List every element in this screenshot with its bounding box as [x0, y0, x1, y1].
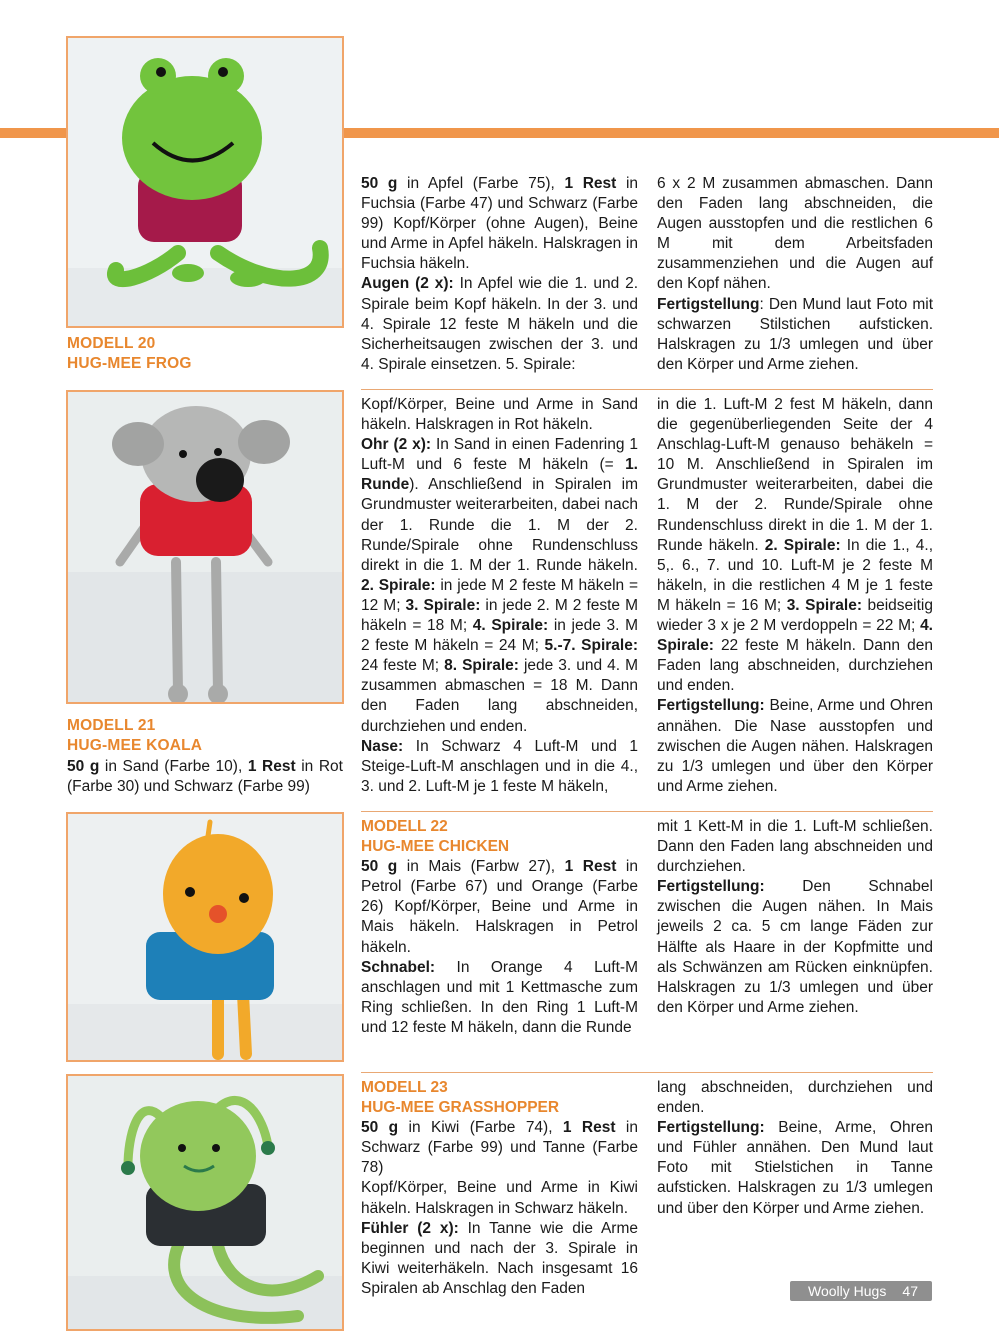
paragraph: 6 x 2 M zusammen abmaschen. Dann den Faden lang abschneiden, die Augen ausstopfen und die restlichen 6 M mit dem Arbeitsfaden zusammenziehen und die Augen auf den Kopf nähen.: [657, 175, 933, 293]
footer-title: Woolly Hugs: [808, 1283, 887, 1299]
page-footer: [790, 1281, 932, 1301]
model-22-number: MODELL 22: [361, 818, 448, 835]
paragraph: 50 g in Apfel (Farbe 75), 1 Rest in Fuchsia (Farbe 47) und Schwarz (Farbe 99) Kopf/Körper (ohne Augen), Beine und Arme in Apfel häkeln. Halskragen in Fuchsia häkeln.: [361, 175, 639, 273]
model-23-name: HUG-MEE GRASSHOPPER: [361, 1099, 560, 1117]
paragraph: Ohr (2 x): In Sand in einen Fadenring 1 Luft-M und 6 feste M häkeln (= 1. Runde). Anschließend in Spiralen im Grundmuster weiterarbeiten, dabei nach der 1. Runde die 1. M der 2. Runde/Spirale ohne Rundenschluss direkt in die 1. M der 1. Runde häkeln. 2. Spirale: in jede M 2 feste M häkeln = 12 M; 3. Spirale: in jede 2. M 2 feste M häkeln = 18 M; 4. Spirale: in jede 3. M 2 feste M häkeln = 24 M; 5.-7. Spirale: 24 feste M; 8. Spirale: jede 3. und 4. M zusammen abmaschen = 18 M. Dann den Faden lang abschneiden, durchziehen und enden.: [361, 436, 639, 735]
bold-run: 1. Runde: [361, 456, 638, 494]
model-21-col1: [361, 395, 638, 797]
bold-run: 3. Spirale:: [405, 596, 481, 614]
model-22-name: HUG-MEE CHICKEN: [361, 838, 510, 856]
model-20-col2: [657, 174, 933, 375]
bold-run: 5.-7. Spirale:: [544, 637, 638, 655]
chicken-photo: [66, 812, 344, 1062]
bold-run: Augen (2 x):: [361, 275, 454, 293]
bold-run: Fertigstellung:: [657, 1119, 765, 1137]
bold-run: 2. Spirale:: [361, 576, 436, 594]
paragraph: mit 1 Kett-M in die 1. Luft-M schließen. Dann den Faden lang abschneiden und durchziehen.: [657, 818, 933, 876]
bold-run: Fertigstellung:: [657, 878, 765, 896]
frog-photo: [66, 36, 344, 328]
bold-run: Fertigstellung: [657, 295, 760, 313]
koala-photo: [66, 390, 344, 704]
model-20-heading: [67, 334, 192, 374]
model-20-col1: [361, 174, 638, 375]
bold-run: Fühler (2 x):: [361, 1219, 459, 1237]
bold-run: 1 Rest: [564, 175, 617, 192]
paragraph: Schnabel: In Orange 4 Luft-M anschlagen und mit 1 Kettmasche zum Ring schließen. In den Ring 1 Luft-M und 12 feste M häkeln, dann die Runde: [361, 958, 638, 1036]
model-21-name: HUG-MEE KOALA: [67, 737, 203, 754]
paragraph: Fertigstellung: Beine, Arme, Ohren und Fühler annähen. Den Mund laut Foto mit Stielstichen in Tanne aufsticken. Halskragen zu 1/3 umlegen und über den Körper und Arme ziehen.: [657, 1119, 933, 1217]
bold-run: 4. Spirale:: [472, 617, 549, 635]
bold-run: 8. Spirale:: [444, 657, 519, 675]
model-21-col2: [657, 395, 933, 797]
bold-run: Nase:: [361, 737, 404, 755]
bold-run: 2. Spirale:: [764, 536, 841, 554]
model-22-col1: [361, 817, 638, 1038]
bold-run: 50 g: [361, 1119, 399, 1137]
bold-run: 50 g: [361, 175, 398, 192]
paragraph: Fertigstellung: Den Mund laut Foto mit schwarzen Stilstichen aufsticken. Halskragen zu 1/3 umlegen und über den Körper und Arme ziehen.: [657, 295, 933, 373]
paragraph: Nase: In Schwarz 4 Luft-M und 1 Steige-Luft-M anschlagen und in die 4., 3. und 2. Luft-M je 1 feste M häkeln,: [361, 737, 638, 795]
divider: [361, 811, 933, 812]
model-21-heading: [67, 716, 202, 756]
model-21-number: MODELL 21: [67, 717, 156, 734]
page-number: 47: [902, 1283, 918, 1299]
bold-run: Schnabel:: [361, 958, 436, 976]
model-21-intro: [67, 757, 343, 797]
divider: [361, 1072, 933, 1073]
bold-run: 50 g: [67, 758, 100, 775]
bold-run: 1 Rest: [247, 758, 296, 775]
bold-run: 1 Rest: [564, 858, 617, 876]
paragraph: 50 g in Mais (Farbw 27), 1 Rest in Petrol (Farbe 67) und Orange (Farbe 26) Kopf/Körper, Beine und Arme in Mais häkeln. Halskragen in Petrol häkeln.: [361, 858, 638, 956]
model-23-col1: [361, 1078, 638, 1299]
paragraph: Augen (2 x): In Apfel wie die 1. und 2. Spirale beim Kopf häkeln. In der 3. und 4. Spirale 12 feste M häkeln und die Sicherheitsaugen zwischen der 3. und 4. Spirale einsetzen. 5. Spirale:: [361, 275, 639, 373]
paragraph: Fertigstellung: Den Schnabel zwischen die Augen nähen. In Mais jeweils 2 ca. 5 cm lange Fäden zur Hälfte als Haare in der Kopfmitte und als Schwänzen am Rücken einknüpfen. Halskragen zu 1/3 umlegen und über den Körper und Arme ziehen.: [657, 878, 933, 1016]
model-21-intro-para: 50 g in Sand (Farbe 10), 1 Rest in Rot (Farbe 30) und Schwarz (Farbe 99): [67, 758, 343, 796]
bold-run: 50 g: [361, 858, 398, 876]
bold-run: 3. Spirale:: [786, 596, 862, 614]
grasshopper-photo: [66, 1074, 344, 1331]
bold-run: 4. Spirale:: [657, 617, 933, 655]
bold-run: Fertigstellung:: [657, 697, 765, 715]
paragraph: Fertigstellung: Beine, Arme und Ohren annähen. Die Nase ausstopfen und zwischen die Augen nähen. Halskragen zu 1/3 umlegen und über den Körper und Arme ziehen.: [657, 697, 933, 795]
paragraph: lang abschneiden, durchziehen und enden.: [657, 1079, 933, 1117]
bold-run: 1 Rest: [562, 1119, 616, 1137]
paragraph: 50 g in Kiwi (Farbe 74), 1 Rest in Schwarz (Farbe 99) und Tanne (Farbe 78): [361, 1119, 638, 1177]
model-20-number: MODELL 20: [67, 335, 156, 352]
divider: [361, 389, 933, 390]
paragraph: Kopf/Körper, Beine und Arme in Kiwi häkeln. Halskragen in Schwarz häkeln.: [361, 1179, 638, 1217]
paragraph: Fühler (2 x): In Tanne wie die Arme beginnen und nach der 3. Spirale in Kiwi weiterhäkeln. Nach insgesamt 16 Spiralen ab Anschlag den Faden: [361, 1219, 638, 1297]
bold-run: Ohr (2 x):: [361, 436, 432, 454]
paragraph: in die 1. Luft-M 2 fest M häkeln, dann die gegenüberliegenden Seite der 4 Anschlag-Luft-M genauso behäkeln = 10 M. Anschließend in Spiralen im Grundmuster weiterarbeiten, dabei die 1. M der 2. Runde/Spirale ohne Rundenschluss direkt in die 1. M der 1. Runde häkeln. 2. Spirale: In die 1., 4., 5,. 6., 7. und 10. Luft-M je 2 feste M häkeln, in die restlichen 4 M je 1 feste M häkeln = 16 M; 3. Spirale: beidseitig wieder 3 x je 2 M verdoppeln = 22 M; 4. Spirale: 22 feste M häkeln. Dann den Faden lang abschneiden, durchziehen und enden.: [657, 396, 933, 695]
model-22-col2: [657, 817, 933, 1018]
paragraph: Kopf/Körper, Beine und Arme in Sand häkeln. Halskragen in Rot häkeln.: [361, 396, 638, 434]
model-20-name: HUG-MEE FROG: [67, 355, 192, 372]
model-23-col2: [657, 1078, 933, 1219]
model-23-number: MODELL 23: [361, 1079, 448, 1096]
